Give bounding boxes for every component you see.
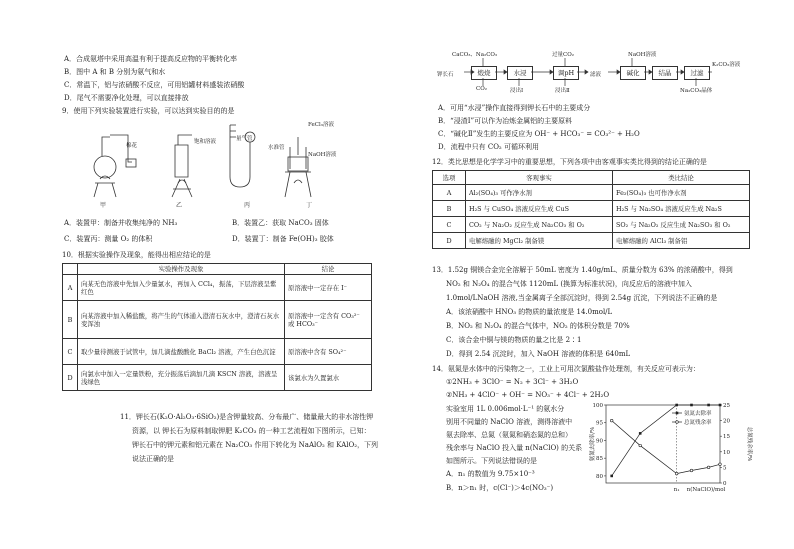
flow-reagent-1: CaCO₃、Na₂CO₃ — [452, 52, 498, 58]
q14-line-1: 14．氨氮是水体中的污染物之一，工业上可用次氯酸盐作处理剂，有关反应可表示为： — [432, 365, 700, 373]
q9-option-c: C．装置丙：测量 O₂ 的体积 — [64, 235, 153, 243]
q12-cell: 电解熔融的 MgCl₂ 制备镁 — [466, 233, 613, 249]
flow-reagent-3: NaOH溶液 — [628, 52, 657, 58]
series-1-point — [675, 472, 678, 475]
y-right-axis-label: 总氮残余率/% — [746, 426, 752, 462]
flow-step-ph: 调pH — [553, 66, 579, 80]
flow-residue-1: 浸出Ⅰ — [510, 88, 524, 94]
q9-apparatus-figure — [80, 117, 330, 207]
q12-cell: D — [433, 233, 466, 249]
series-1-point — [639, 444, 642, 447]
q12-header-conclusion: 类比结论 — [613, 171, 750, 185]
series-1-point — [719, 463, 722, 466]
q10-cell: A — [63, 275, 78, 301]
q10-cell: 取少量待测液于试管中，加几滴盐酸酸化 BaCl₂ 溶液，产生白色沉淀 — [78, 339, 285, 365]
series-0-point — [707, 404, 710, 407]
q10-table — [62, 263, 372, 391]
flow-byproduct: Na₂CO₃晶体 — [680, 88, 713, 94]
q10-cell: 该氯水为久置氯水 — [285, 365, 372, 391]
q11-option-c: C．“碱化Ⅱ”发生的主要反应为 OH⁻ + HCO₃⁻ = CO₃²⁻ + H₂O — [438, 130, 640, 138]
y-right-tick-label: 25 — [723, 403, 730, 409]
q14-line-8: 如图所示。下列说法错误的是 — [446, 457, 537, 465]
flow-reagent-2: 过量CO₂ — [552, 52, 574, 58]
q10-cell: 原溶液中一定含有 CO₃²⁻ 或 HCO₃⁻ — [285, 301, 372, 339]
q8-option-a: A．合成氨塔中采用高温有利于提高反应物的平衡转化率 — [64, 55, 238, 63]
y-right-tick-label: 20 — [723, 418, 730, 425]
legend-label-1: 总氮残余率 — [684, 420, 712, 426]
q13-line-1: 13．1.52g 铜镁合金完全溶解于 50mL 密度为 1.40g/mL、质量分数为 63% 的浓硝酸中，得到 — [432, 266, 733, 274]
flow-step-alkalize: 碱化 — [620, 66, 646, 80]
q14-line-7: 残余率与 NaClO 投入量 n(NaClO) 的关系 — [446, 444, 583, 452]
flow-step-calcine: 煅烧 — [471, 66, 497, 80]
q14-option-b: B．n＞n₁ 时，c(Cl⁻)＞4c(NO₃⁻) — [446, 484, 554, 492]
legend-label-0: 氨氮去除率 — [684, 411, 712, 417]
flow-step-leach: 水浸 — [507, 66, 533, 80]
q8-option-c: C．常温下，铝与浓硝酸不反应，可用铝罐材料盛装浓硝酸 — [64, 81, 245, 89]
q12-cell: A — [433, 185, 466, 201]
series-line-1 — [612, 421, 720, 474]
q13-option-d: D．得到 2.54 沉淀时，加入 NaOH 溶液的体积是 640mL — [446, 350, 631, 358]
y-right-tick-label: 15 — [723, 434, 730, 441]
q14-chart — [588, 399, 758, 503]
q11-line-2: 资源，以 钾长石为原料制取钾肥 K₂CO₃ 的一种工艺流程如下图所示，已知： — [132, 427, 371, 435]
y-left-tick-label: 100 — [592, 403, 603, 409]
q10-cell: 向某无色溶液中先加入少量氯水，再加入 CCl₄，振荡，下层溶液呈紫红色 — [78, 275, 285, 301]
x-axis-label: n(NaClO)/mol — [686, 487, 726, 493]
q12-cell: SO₂ 与 Na₂O₂ 反应生成 Na₂SO₃ 和 O₂ — [613, 217, 750, 233]
fig-label-yi: 乙 — [176, 202, 183, 209]
q12-cell: C — [433, 217, 466, 233]
q12-header-fact: 客观事实 — [466, 171, 613, 185]
y-right-tick-label: 10 — [723, 449, 730, 456]
q10-cell: 向某溶液中加入稀盐酸，将产生的气体通入澄清石灰水中，澄清石灰水变浑浊 — [78, 301, 285, 339]
q12-cell: H₂S 与 CuSO₄ 溶液反应生成 CuS — [466, 201, 613, 217]
q11-option-d: D．流程中只有 CO₂ 可循环利用 — [438, 143, 539, 151]
label-cotton: 棉花 — [126, 143, 138, 149]
q12-table — [432, 170, 750, 249]
q13-option-a: A．该浓硝酸中 HNO₃ 的物质的量浓度是 14.0mol/L — [446, 308, 613, 316]
flow-filtrate: 滤液 — [590, 72, 602, 78]
q10-cell: 原溶液中含有 SO₄²⁻ — [285, 339, 372, 365]
label-naoh: NaOH溶液 — [308, 152, 337, 158]
y-left-tick-label: 85 — [596, 456, 603, 463]
q8-option-b: B．图中 A 和 B 分别为氨气和水 — [64, 68, 166, 76]
y-right-tick-label: 0 — [723, 481, 727, 487]
flow-step-crystallize: 结晶 — [652, 66, 678, 80]
q11-option-a: A．可用“水浸”操作直接得到钾长石中的主要成分 — [438, 104, 591, 112]
q14-reaction-1: ①2NH₃ + 3ClO⁻ = N₂ + 3Cl⁻ + 3H₂O — [446, 378, 579, 386]
flow-step-filter: 过滤 — [684, 66, 710, 80]
q12-cell: CO₂ 与 Na₂O₂ 反应生成 Na₂CO₃ 和 O₂ — [466, 217, 613, 233]
beaker-yi — [175, 145, 188, 177]
y-right-tick-label: 5 — [723, 465, 727, 472]
q10-cell: D — [63, 365, 78, 391]
q10-header-blank — [63, 264, 78, 275]
fig-label-bing: 丙 — [244, 202, 251, 209]
q9-stem: 9．使用下列实验装置进行实验，可以达到实验目的的是 — [62, 107, 235, 115]
y-left-axis-label: 氨氮去除率/% — [590, 426, 596, 462]
q13-option-c: C．该合金中铜与镁的物质的量之比是 2∶1 — [446, 336, 582, 344]
flow-arrows — [436, 56, 746, 96]
q14-line-6: 氨去除率、总氮（氨氮和硝态氮的总和） — [446, 431, 572, 439]
y-left-tick-label: 95 — [596, 420, 603, 427]
flask-jia — [94, 156, 116, 178]
label-sat-solution: 饱和溶液 — [194, 139, 217, 145]
q10-header-op: 实验操作及现象 — [78, 264, 285, 275]
q10-stem: 10．根据实验操作及现象，能得出相应结论的是 — [62, 251, 211, 259]
q14-line-4: 实验室用 1L 0.006mol·L⁻¹ 的氨水分 — [446, 405, 565, 413]
q12-stem: 12．类比思想是化学学习中的重要思想，下列各项中由客观事实类比得到的结论正确的是 — [432, 158, 707, 166]
q14-line-5: 别用不同量的 NaClO 溶液，测得溶液中 — [446, 418, 573, 426]
q12-cell: 电解熔融的 AlCl₃ 制备铝 — [613, 233, 750, 249]
q14-reaction-2: ②NH₃ + 4ClO⁻ + OH⁻ = NO₃⁻ + 4Cl⁻ + 2H₂O — [446, 391, 610, 399]
legend-marker-1 — [676, 421, 679, 424]
q12-cell: Al₂(SO₄)₃ 可作净水剂 — [466, 185, 613, 201]
flow-start: 钾长石 — [437, 72, 454, 78]
series-0-point — [675, 404, 678, 407]
q10-cell: 向氯水中加入一定量铁粉，充分振荡后滴加几滴 KSCN 溶液，溶液呈浅绿色 — [78, 365, 285, 391]
q12-cell: B — [433, 201, 466, 217]
q12-cell: H₂S 与 Na₂SO₄ 溶液反应生成 Na₂S — [613, 201, 750, 217]
q8-option-d: D．尾气不需要净化处理，可以直接排放 — [64, 94, 189, 102]
q13-line-3: 1.0mol/LNaOH 溶液,当金属离子全部沉淀时，得到 2.54g 沉淀，下列说法不正确的是 — [446, 294, 718, 302]
fig-label-jia: 甲 — [100, 202, 107, 209]
q12-header-option: 选项 — [433, 171, 466, 185]
series-0-point — [639, 432, 642, 435]
flow-product: K₂CO₃溶液 — [712, 62, 741, 68]
legend-marker-0 — [676, 412, 679, 415]
q9-option-d: D．装置丁：制备 Fe(OH)₃ 胶体 — [232, 235, 334, 243]
series-1-point — [610, 419, 613, 422]
q10-cell: C — [63, 339, 78, 365]
series-0-point — [690, 404, 693, 407]
q10-header-conclusion: 结论 — [285, 264, 372, 275]
y-left-tick-label: 80 — [596, 473, 603, 480]
x-tick-label-n1: n₁ — [673, 487, 680, 493]
label-gas-burette: 量气管 — [236, 136, 253, 142]
series-1-point — [707, 466, 710, 469]
flow-residue-2: 浸出Ⅱ — [555, 88, 570, 94]
q11-line-3: 钾长石中的钾元素和铝元素在 Na₂CO₃ 作用下转化为 NaAlO₂ 和 KAlO₂，下列 — [132, 441, 379, 449]
q10-cell: 原溶液中一定存在 I⁻ — [285, 275, 372, 301]
q9-option-a: A．装置甲：制备并收集纯净的 NH₃ — [64, 219, 178, 227]
cotton-plug — [126, 159, 136, 167]
q11-line-4: 说法正确的是 — [132, 455, 174, 463]
series-0-point — [719, 404, 722, 407]
y-left-tick-label: 90 — [596, 438, 603, 445]
q13-option-b: B．NO₂ 和 N₂O₄ 的混合气体中，NO₂ 的体积分数是 70% — [446, 322, 630, 330]
q11-option-b: B．“浸渣Ⅰ”可以作为冶炼金属铝的主要原料 — [438, 117, 573, 125]
series-0-point — [610, 475, 613, 478]
flow-co2-out: CO₂ — [476, 86, 487, 92]
q10-cell: B — [63, 301, 78, 339]
label-fecl3: FeCl₃溶液 — [308, 122, 334, 128]
q11-line-1: 11．钾长石(K₂O·Al₂O₃·6SiO₂)是含钾量较高、分布最广、储量最大的非水溶性钾 — [120, 413, 374, 421]
fig-label-ding: 丁 — [306, 202, 313, 209]
series-1-point — [690, 469, 693, 472]
label-level-bottle: 水准管 — [268, 145, 285, 151]
q12-cell: Fe₂(SO₄)₃ 也可作净水剂 — [613, 185, 750, 201]
q14-option-a: A．n₁ 的数值为 9.75×10⁻³ — [446, 470, 535, 478]
q13-line-2: NO₂ 和 N₂O₄ 的混合气体 1120mL (换算为标准状况)，向反应后的溶液中加入 — [446, 280, 692, 288]
q9-option-b: B．装置乙：获取 NaCO₃ 固体 — [232, 219, 329, 227]
